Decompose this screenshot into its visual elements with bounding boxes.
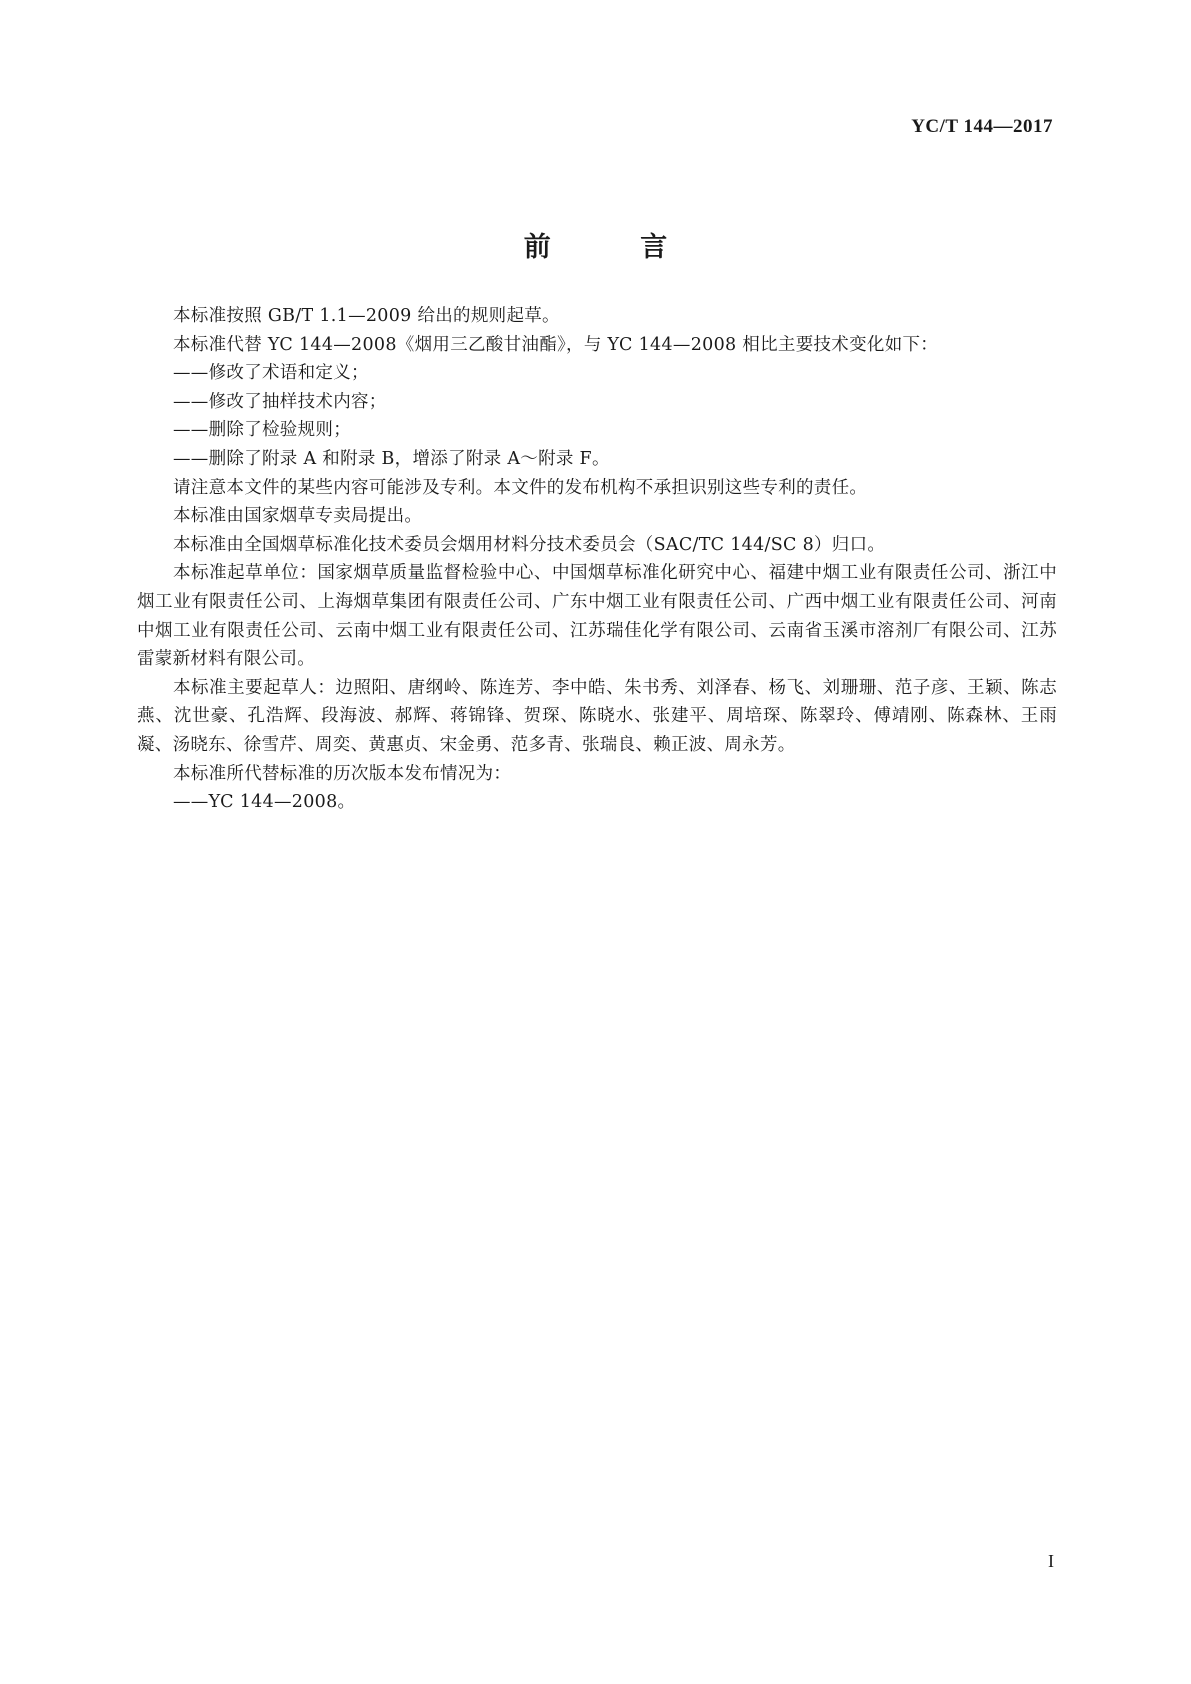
paragraph-proposed-by: 本标准由国家烟草专卖局提出。 — [173, 506, 423, 527]
foreword-body — [137, 302, 1057, 817]
change-item: ——修改了抽样技术内容； — [173, 391, 387, 412]
change-item: ——删除了附录 A 和附录 B，增添了附录 A～附录 F。 — [173, 448, 610, 469]
paragraph-drafting-units: 本标准起草单位：国家烟草质量监督检验中心、中国烟草标准化研究中心、福建中烟工业有限责任公司、浙江中烟工业有限责任公司、上海烟草集团有限责任公司、广东中烟工业有限责任公司、广西中烟工业有限责任公司、河南中烟工业有限责任公司、云南中烟工业有限责任公司、江苏瑞佳化学有限公司、云南省玉溪市溶剂厂有限公司、江苏雷蒙新材料有限公司。 — [137, 563, 1057, 670]
change-item: ——删除了检验规则； — [173, 420, 351, 441]
page-number: I — [1048, 1551, 1054, 1571]
page-title: 前 言 — [523, 232, 708, 263]
paragraph-previous-editions: 本标准所代替标准的历次版本发布情况为： — [173, 763, 512, 784]
paragraph-main-drafters: 本标准主要起草人：边照阳、唐纲岭、陈连芳、李中皓、朱书秀、刘泽春、杨飞、刘珊珊、范子彦、王颖、陈志燕、沈世豪、孔浩辉、段海波、郝辉、蒋锦锋、贺琛、陈晓水、张建平、周培琛、陈翠玲、傅靖刚、陈森林、王雨凝、汤晓东、徐雪芹、周奕、黄惠贞、宋金勇、范多青、张瑞良、赖正波、周永芳。 — [137, 677, 1057, 755]
change-item: ——修改了术语和定义； — [173, 363, 369, 384]
paragraph-drafting-rules: 本标准按照 GB/T 1.1—2009 给出的规则起草。 — [173, 306, 560, 326]
previous-edition-item: ——YC 144—2008。 — [173, 792, 356, 813]
paragraph-replaces: 本标准代替 YC 144—2008《烟用三乙酸甘油酯》，与 YC 144—2008 相比主要技术变化如下： — [173, 334, 939, 355]
paragraph-centralized-by: 本标准由全国烟草标准化技术委员会烟用材料分技术委员会（SAC/TC 144/SC 8）归口。 — [173, 534, 886, 555]
paragraph-patent-notice: 请注意本文件的某些内容可能涉及专利。本文件的发布机构不承担识别这些专利的责任。 — [173, 477, 868, 498]
document-code-header: YC/T 144—2017 — [911, 116, 1053, 137]
